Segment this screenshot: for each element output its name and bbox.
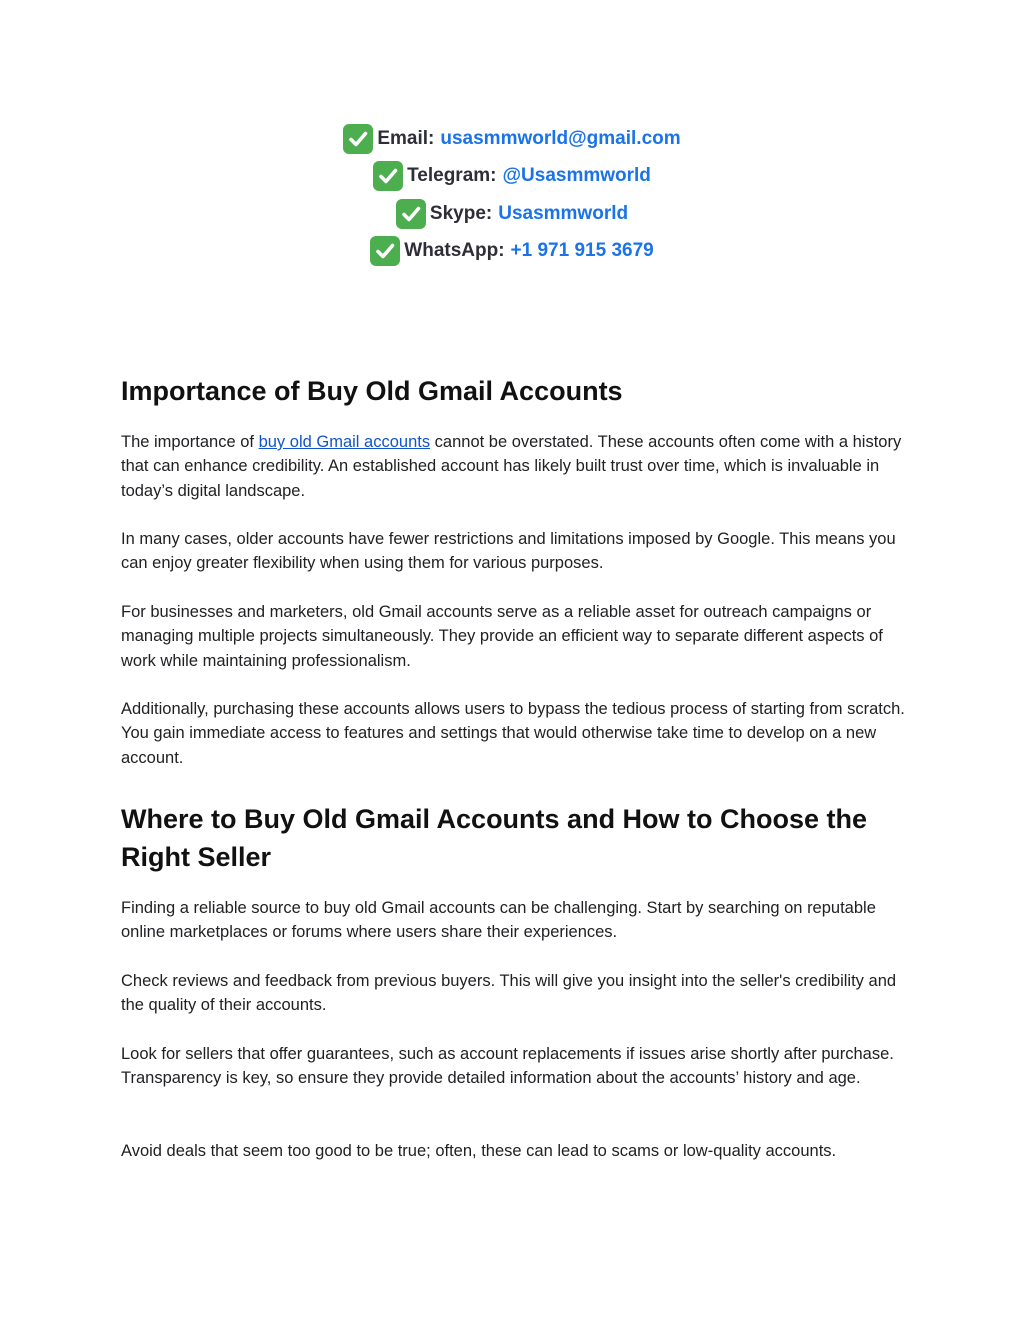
paragraph: Finding a reliable source to buy old Gmail accounts can be challenging. Start by searching on reputable online marketplaces or forums where users share their experiences. xyxy=(121,899,876,942)
whatsapp-link[interactable]: +1 971 915 3679 xyxy=(510,240,654,262)
buy-old-gmail-accounts-link[interactable]: buy old Gmail accounts xyxy=(258,433,431,451)
paragraph: Avoid deals that seem too good to be true; often, these can lead to scams or low-quality accounts. xyxy=(121,1142,837,1160)
paragraph-text: cannot be overstated. These accounts often come with a history that can enhance credibility. An established account has likely built trust over time, which is invaluable in today’s digital landscape. xyxy=(121,433,902,500)
contact-telegram xyxy=(0,158,1024,196)
contact-label: WhatsApp: xyxy=(404,240,505,262)
paragraph: Check reviews and feedback from previous buyers. This will give you insight into the seller's credibility and the quality of their accounts. xyxy=(121,972,897,1015)
contact-label: Skype: xyxy=(429,202,493,224)
paragraph: For businesses and marketers, old Gmail accounts serve as a reliable asset for outreach campaigns or managing multiple projects simultaneously. They provide an efficient way to separate different aspects of work while maintaining professionalism. xyxy=(121,603,883,670)
contact-label: Telegram: xyxy=(407,165,497,187)
contact-label: Email: xyxy=(377,127,435,149)
check-mark-icon xyxy=(370,236,400,266)
contact-email xyxy=(0,120,1024,158)
section-heading-importance: Importance of Buy Old Gmail Accounts xyxy=(121,376,623,406)
paragraph: Additionally, purchasing these accounts allows users to bypass the tedious process of starting from scratch. You gain immediate access to features and settings that would otherwise take time to develop on a new account. xyxy=(121,700,905,767)
paragraph-text: The importance of xyxy=(121,433,259,451)
contact-skype xyxy=(0,195,1024,233)
section-heading-where-to-buy: Where to Buy Old Gmail Accounts and How to Choose the Right Seller xyxy=(121,804,868,872)
check-mark-icon xyxy=(396,199,426,229)
paragraph xyxy=(121,430,911,503)
paragraph: In many cases, older accounts have fewer restrictions and limitations imposed by Google. This means you can enjoy greater flexibility when using them for various purposes. xyxy=(121,530,896,573)
contact-whatsapp xyxy=(0,233,1024,271)
check-mark-icon xyxy=(343,124,373,154)
contact-list xyxy=(0,120,1024,270)
email-link[interactable]: usasmmworld@gmail.com xyxy=(440,127,681,149)
telegram-link[interactable]: @Usasmmworld xyxy=(502,165,651,187)
paragraph: Look for sellers that offer guarantees, such as account replacements if issues arise shortly after purchase. Transparency is key, so ensure they provide detailed information about the accounts’ history and age. xyxy=(121,1045,894,1088)
skype-link[interactable]: Usasmmworld xyxy=(498,202,629,224)
check-mark-icon xyxy=(373,161,403,191)
